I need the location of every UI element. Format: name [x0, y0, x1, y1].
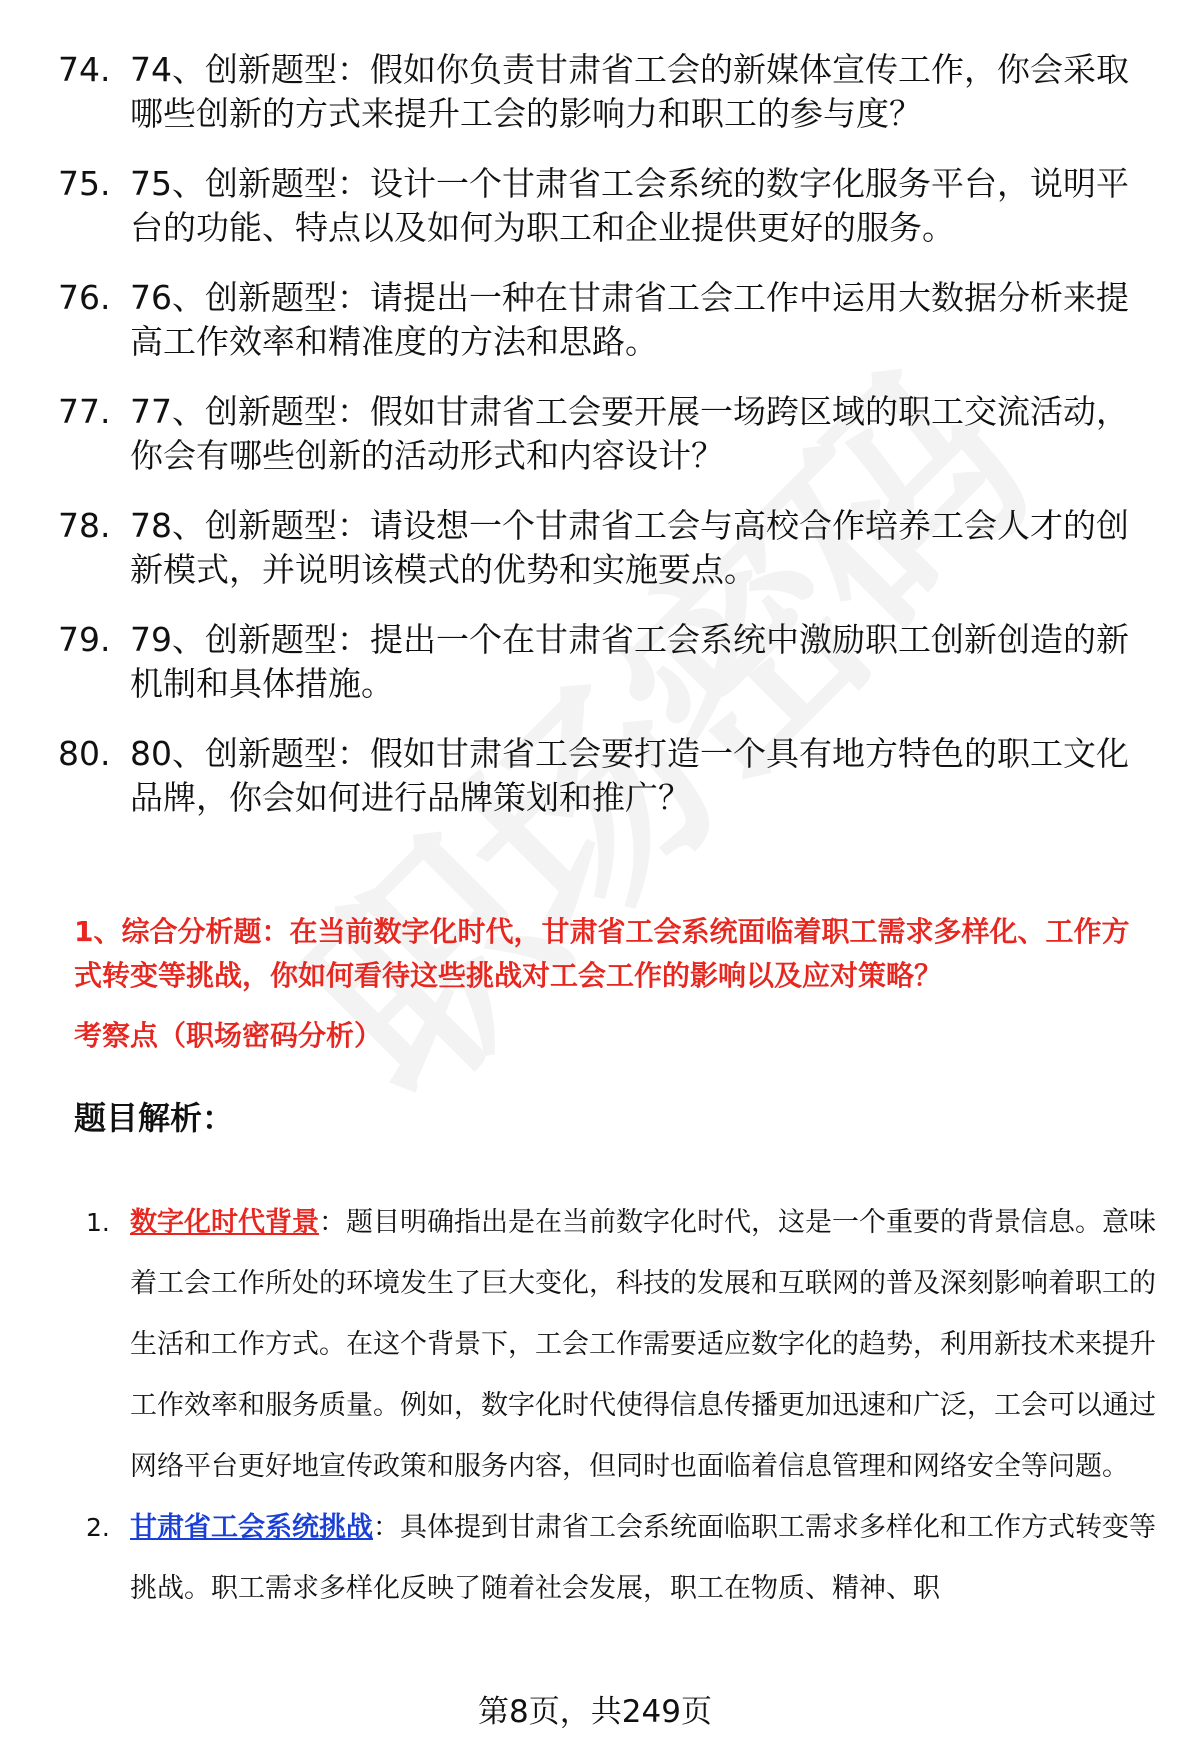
- item-number: 74.: [58, 50, 111, 89]
- item-number: 1.: [86, 1208, 110, 1237]
- item-number: 78.: [58, 506, 111, 545]
- list-item: [86, 1192, 1156, 1497]
- list-item: [58, 276, 1158, 364]
- list-item: [58, 732, 1158, 820]
- question-list: [58, 48, 1158, 846]
- section-heading: 题目解析：: [74, 1099, 235, 1137]
- item-text: 78、创新题型：请设想一个甘肃省工会与高校合作培养工会人才的创新模式，并说明该模式的优势和实施要点。: [130, 506, 1129, 589]
- answer-list: [86, 1192, 1156, 1619]
- list-item: [58, 162, 1158, 250]
- item-body: ：题目明确指出是在当前数字化时代，这是一个重要的背景信息。意味着工会工作所处的环境发生了巨大变化，科技的发展和互联网的普及深刻影响着职工的生活和工作方式。在这个背景下，工会工作需要适应数字化的趋势，利用新技术来提升工作效率和服务质量。例如，数字化时代使得信息传播更加迅速和广泛，工会可以通过网络平台更好地宣传政策和服务内容，但同时也面临着信息管理和网络安全等问题。: [130, 1207, 1156, 1482]
- keyword-link[interactable]: 甘肃省工会系统挑战: [130, 1512, 373, 1543]
- item-text: 75、创新题型：设计一个甘肃省工会系统的数字化服务平台，说明平台的功能、特点以及如何为职工和企业提供更好的服务。: [130, 164, 1129, 247]
- list-item: [58, 504, 1158, 592]
- exam-point: 考察点（职场密码分析）: [74, 1019, 383, 1052]
- item-number: 76.: [58, 278, 111, 317]
- list-item: [58, 390, 1158, 478]
- item-number: 79.: [58, 620, 111, 659]
- item-number: 80.: [58, 734, 111, 773]
- page-footer: 第8页，共249页: [478, 1694, 712, 1730]
- item-text: 77、创新题型：假如甘肃省工会要开展一场跨区域的职工交流活动，你会有哪些创新的活动形式和内容设计？: [130, 392, 1129, 475]
- item-body: ：具体提到甘肃省工会系统面临职工需求多样化和工作方式转变等挑战。职工需求多样化反映了随着社会发展，职工在物质、精神、职: [130, 1512, 1156, 1604]
- item-text: 76、创新题型：请提出一种在甘肃省工会工作中运用大数据分析来提高工作效率和精准度的方法和思路。: [130, 278, 1129, 361]
- item-number: 2.: [86, 1513, 110, 1542]
- item-text: 80、创新题型：假如甘肃省工会要打造一个具有地方特色的职工文化品牌，你会如何进行品牌策划和推广？: [130, 734, 1129, 817]
- analysis-question: 1、综合分析题：在当前数字化时代，甘肃省工会系统面临着职工需求多样化、工作方式转变等挑战，你如何看待这些挑战对工会工作的影响以及应对策略？: [74, 915, 1130, 992]
- item-text: 79、创新题型：提出一个在甘肃省工会系统中激励职工创新创造的新机制和具体措施。: [130, 620, 1129, 703]
- item-text: [130, 1192, 1156, 1497]
- list-item: [86, 1497, 1156, 1619]
- item-number: 75.: [58, 164, 111, 203]
- list-item: [58, 618, 1158, 706]
- item-text: 74、创新题型：假如你负责甘肃省工会的新媒体宣传工作，你会采取哪些创新的方式来提升工会的影响力和职工的参与度？: [130, 50, 1129, 133]
- list-item: [58, 48, 1158, 136]
- item-number: 77.: [58, 392, 111, 431]
- item-text: [130, 1497, 1156, 1619]
- keyword-link[interactable]: 数字化时代背景: [130, 1207, 319, 1238]
